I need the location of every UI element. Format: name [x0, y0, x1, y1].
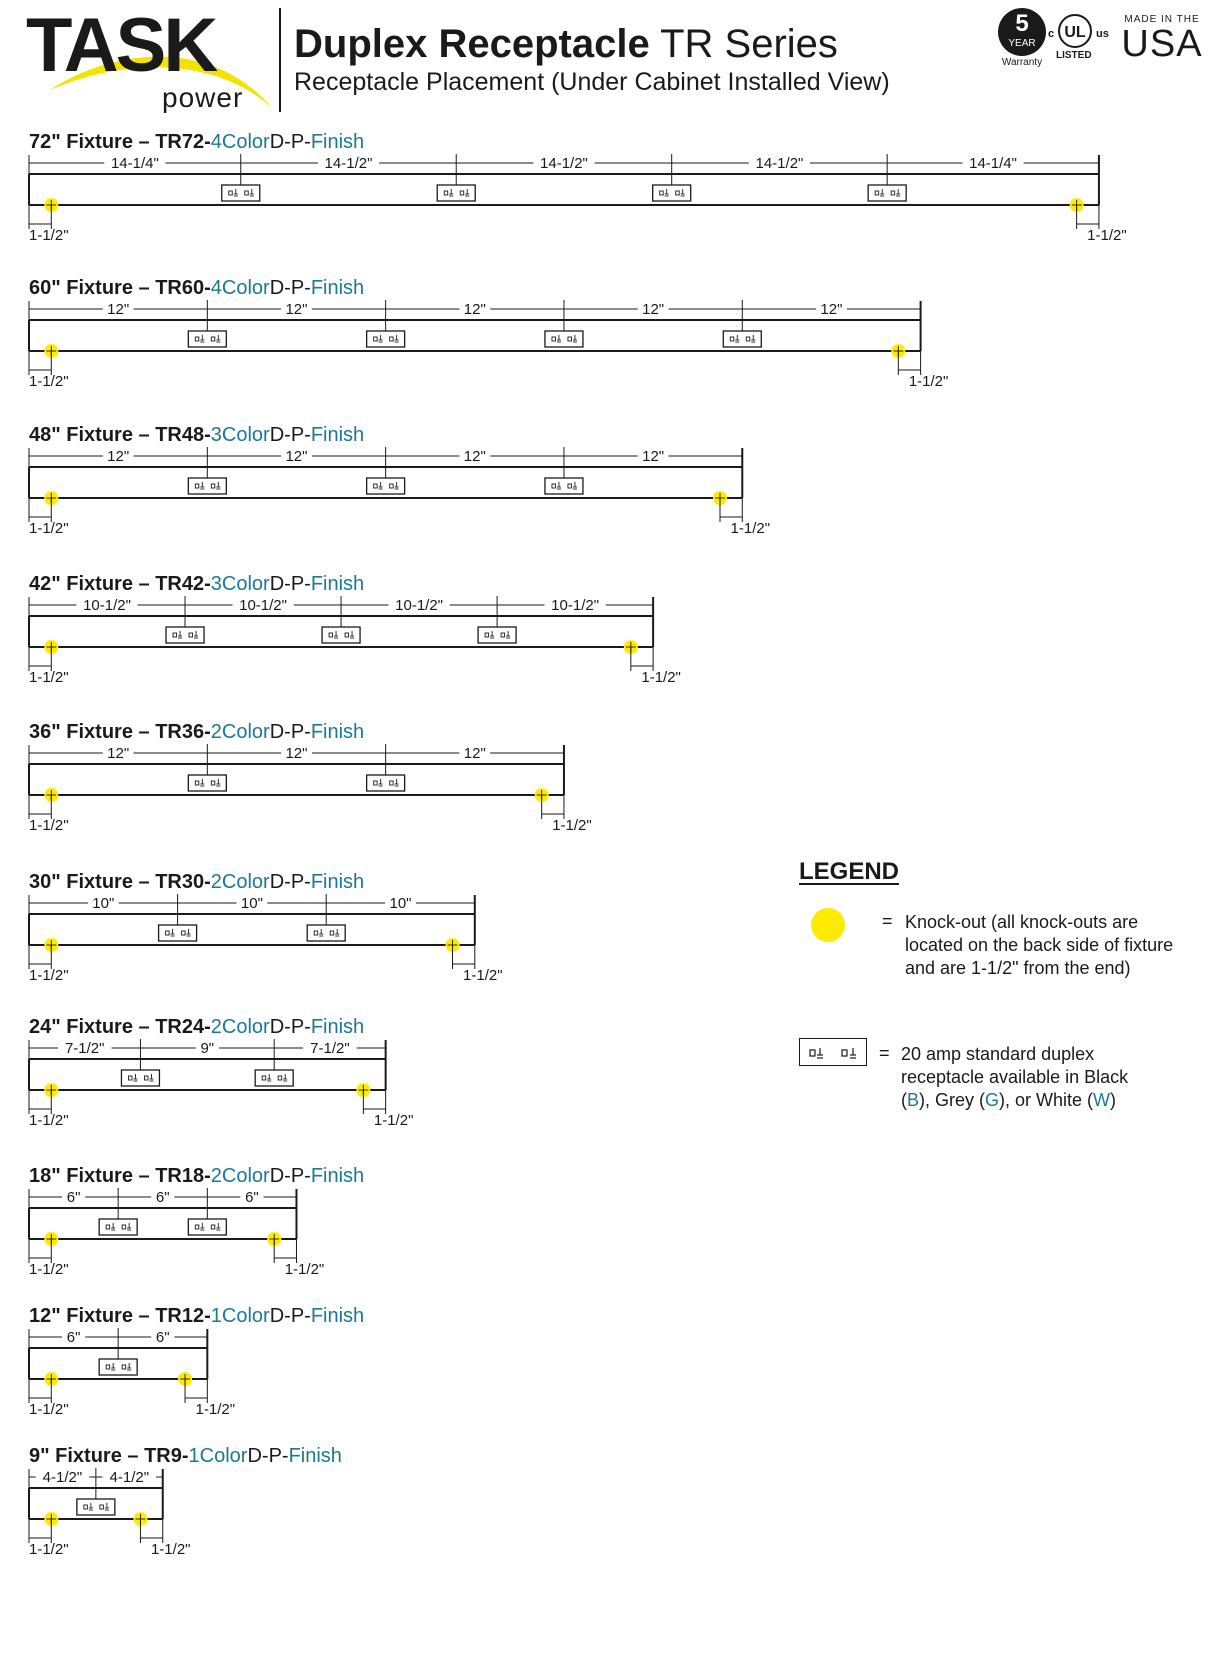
fixture-color: Color	[221, 277, 270, 299]
fixture-dash: –	[132, 721, 156, 743]
fixture-diagram	[29, 596, 681, 686]
fixture-model: TR72-	[155, 131, 211, 153]
ul-c: c	[1048, 28, 1055, 40]
fixture-count: 4	[210, 277, 222, 299]
fixture-count: 2	[210, 871, 222, 893]
fixture-count: 4	[210, 131, 222, 153]
fixture-size: 24" Fixture	[29, 1016, 133, 1038]
fixture-dash: –	[121, 1445, 145, 1467]
dimension-label: 6"	[66, 1189, 81, 1206]
fixture-model: TR48-	[155, 424, 211, 446]
fixture-count: 3	[210, 573, 222, 595]
end-dimension-right: 1-1/2"	[195, 1401, 236, 1418]
fixture-finish: Finish	[310, 131, 365, 153]
duplex-receptacle-icon	[188, 478, 226, 494]
duplex-receptacle-icon	[159, 925, 197, 941]
end-dimension-right: 1-1/2"	[908, 373, 949, 390]
fixture-count: 1	[188, 1445, 200, 1467]
duplex-receptacle-icon	[307, 925, 345, 941]
end-dimension-left: 1-1/2"	[29, 1541, 69, 1558]
duplex-receptacle-icon	[367, 478, 405, 494]
fixture-finish: Finish	[310, 277, 365, 299]
legend-text-d: )	[1110, 1090, 1117, 1110]
fixture-model: TR30-	[155, 871, 211, 893]
fixture-mid: D-P-	[269, 277, 311, 299]
end-dimension-right: 1-1/2"	[730, 520, 771, 537]
legend-equals: =	[879, 1043, 890, 1063]
dimension-label: 12"	[285, 301, 308, 318]
dimension-label: 10-1/2"	[551, 597, 600, 614]
fixture-model: TR42-	[155, 573, 211, 595]
duplex-receptacle-icon	[322, 627, 360, 643]
duplex-receptacle-icon	[166, 627, 204, 643]
end-dimension-left: 1-1/2"	[29, 967, 69, 984]
usa-label: USA	[1121, 23, 1203, 65]
fixture-size: 72" Fixture	[29, 131, 133, 153]
end-dimension-right: 1-1/2"	[284, 1261, 325, 1278]
fixture-model: TR9-	[144, 1445, 189, 1467]
end-dimension-right: 1-1/2"	[373, 1112, 414, 1129]
fixture-size: 9" Fixture	[29, 1445, 122, 1467]
dimension-label: 12"	[285, 448, 308, 465]
fixture-dash: –	[132, 573, 156, 595]
duplex-receptacle-icon	[222, 185, 260, 201]
duplex-receptacle-icon	[188, 775, 226, 791]
dimension-label: 6"	[155, 1189, 170, 1206]
end-dimension-left: 1-1/2"	[29, 1261, 69, 1278]
ul-mark: UL	[1058, 14, 1092, 48]
dimension-label: 12"	[107, 448, 130, 465]
duplex-receptacle-icon	[121, 1070, 159, 1086]
fixture-dash: –	[132, 131, 156, 153]
dimension-label: 12"	[285, 745, 308, 762]
dimension-label: 6"	[155, 1329, 170, 1346]
duplex-receptacle-icon	[188, 1219, 226, 1235]
end-dimension-right: 1-1/2"	[552, 817, 592, 834]
duplex-receptacle-icon	[723, 331, 761, 347]
warranty-year: YEAR	[1008, 38, 1036, 49]
dimension-label: 6"	[66, 1329, 81, 1346]
duplex-receptacle-icon	[367, 331, 405, 347]
duplex-receptacle-icon	[437, 185, 475, 201]
logo-power: power	[162, 82, 244, 113]
fixture-dash: –	[132, 1305, 156, 1327]
fixture-size: 42" Fixture	[29, 573, 133, 595]
fixture-mid: D-P-	[269, 1305, 311, 1327]
fixture-size: 18" Fixture	[29, 1165, 133, 1187]
fixture-finish: Finish	[310, 1016, 365, 1038]
dimension-label: 9"	[200, 1040, 215, 1057]
fixture-color: Color	[221, 131, 270, 153]
fixture-model: TR24-	[155, 1016, 211, 1038]
dimension-label: 14-1/2"	[540, 155, 588, 172]
dimension-label: 14-1/4"	[110, 155, 159, 172]
fixture-diagram	[29, 1468, 190, 1558]
fixture-dash: –	[132, 1165, 156, 1187]
fixture-diagram	[29, 894, 503, 984]
fixture-diagram	[29, 1188, 324, 1278]
duplex-receptacle-icon	[367, 775, 405, 791]
fixture-color: Color	[221, 1016, 270, 1038]
dimension-label: 12"	[107, 745, 130, 762]
fixture-mid: D-P-	[269, 131, 311, 153]
fixture-color: Color	[221, 424, 270, 446]
duplex-receptacle-icon	[653, 185, 691, 201]
fixture-dash: –	[132, 277, 156, 299]
dimension-label: 14-1/2"	[324, 155, 373, 172]
legend-color-w: W	[1093, 1090, 1111, 1110]
dimension-label: 12"	[463, 745, 486, 762]
dimension-label: 4-1/2"	[42, 1469, 83, 1486]
dimension-label: 10-1/2"	[83, 597, 131, 614]
fixture-size: 60" Fixture	[29, 277, 133, 299]
page-subtitle: Receptacle Placement (Under Cabinet Installed View)	[294, 68, 890, 96]
legend-heading: LEGEND	[799, 858, 900, 885]
fixture-count: 2	[210, 1016, 222, 1038]
duplex-receptacle-icon	[99, 1219, 137, 1235]
fixture-model: TR36-	[155, 721, 211, 743]
fixture-finish: Finish	[310, 1165, 365, 1187]
dimension-label: 10-1/2"	[239, 597, 287, 614]
fixture-diagram	[29, 1328, 235, 1418]
dimension-label: 12"	[463, 301, 486, 318]
receptacle-legend-text	[901, 1043, 1141, 1112]
dimension-label: 12"	[107, 301, 130, 318]
fixture-mid: D-P-	[269, 1016, 311, 1038]
fixture-model: TR60-	[155, 277, 211, 299]
receptacle-legend-icon	[799, 1038, 867, 1066]
fixture-count: 2	[210, 1165, 222, 1187]
fixture-finish: Finish	[310, 424, 365, 446]
dimension-label: 7-1/2"	[310, 1040, 350, 1057]
dimension-label: 12"	[642, 301, 665, 318]
fixture-count: 3	[210, 424, 222, 446]
fixture-mid: D-P-	[269, 1165, 311, 1187]
fixture-color: Color	[199, 1445, 248, 1467]
fixture-dash: –	[132, 871, 156, 893]
legend-equals: =	[882, 911, 893, 931]
duplex-receptacle-icon	[800, 1039, 868, 1067]
fixture-size: 36" Fixture	[29, 721, 133, 743]
fixture-finish: Finish	[310, 573, 365, 595]
duplex-receptacle-icon	[868, 185, 906, 201]
fixture-mid: D-P-	[247, 1445, 289, 1467]
duplex-receptacle-icon	[77, 1499, 115, 1515]
end-dimension-left: 1-1/2"	[29, 1401, 69, 1418]
end-dimension-left: 1-1/2"	[29, 1112, 69, 1129]
fixture-count: 2	[210, 721, 222, 743]
duplex-receptacle-icon	[545, 331, 583, 347]
knockout-legend-icon	[811, 908, 845, 942]
dimension-label: 6"	[245, 1189, 259, 1206]
fixture-mid: D-P-	[269, 424, 311, 446]
fixture-finish: Finish	[310, 1305, 365, 1327]
duplex-receptacle-icon	[478, 627, 516, 643]
legend-color-b: B	[907, 1090, 920, 1110]
end-dimension-right: 1-1/2"	[641, 669, 681, 686]
fixture-finish: Finish	[288, 1445, 342, 1467]
fixture-diagram	[29, 1039, 413, 1129]
fixture-color: Color	[221, 871, 270, 893]
duplex-receptacle-icon	[545, 478, 583, 494]
end-dimension-right: 1-1/2"	[463, 967, 503, 984]
dimension-label: 14-1/4"	[969, 155, 1017, 172]
end-dimension-right: 1-1/2"	[150, 1541, 191, 1558]
title-light: TR Series	[660, 22, 838, 66]
duplex-receptacle-icon	[188, 331, 226, 347]
warranty-number: 5	[1015, 10, 1029, 37]
fixture-size: 12" Fixture	[29, 1305, 133, 1327]
ul-us: us	[1096, 28, 1109, 40]
fixture-finish: Finish	[310, 721, 365, 743]
dimension-label: 7-1/2"	[64, 1040, 105, 1057]
fixture-color: Color	[221, 1165, 270, 1187]
fixture-model: TR12-	[155, 1305, 211, 1327]
legend-text-c: ), or White (	[999, 1090, 1094, 1110]
fixture-size: 48" Fixture	[29, 424, 133, 446]
fixture-color: Color	[221, 721, 270, 743]
duplex-receptacle-icon	[255, 1070, 293, 1086]
usa-top-label: MADE IN THE	[1124, 14, 1200, 25]
end-dimension-left: 1-1/2"	[29, 669, 69, 686]
fixture-diagram	[29, 744, 592, 834]
dimension-label: 12"	[820, 301, 843, 318]
fixture-model: TR18-	[155, 1165, 211, 1187]
end-dimension-left: 1-1/2"	[29, 817, 69, 834]
dimension-label: 10"	[389, 895, 412, 912]
end-dimension-left: 1-1/2"	[29, 373, 69, 390]
dimension-label: 10-1/2"	[395, 597, 444, 614]
fixture-size: 30" Fixture	[29, 871, 133, 893]
fixture-dash: –	[132, 424, 156, 446]
title-bold: Duplex Receptacle	[294, 22, 650, 66]
knockout-legend-text: Knock-out (all knock-outs are located on the back side of fixture and are 1-1/2" from the end)	[905, 912, 1174, 978]
dimension-label: 12"	[642, 448, 665, 465]
ul-listed-label: LISTED	[1056, 50, 1092, 61]
duplex-receptacle-icon	[99, 1359, 137, 1375]
end-dimension-left: 1-1/2"	[29, 520, 69, 537]
legend-text-b: ), Grey (	[919, 1090, 986, 1110]
fixture-count: 1	[210, 1305, 222, 1327]
dimension-label: 14-1/2"	[755, 155, 804, 172]
legend-color-g: G	[985, 1090, 1000, 1110]
fixture-mid: D-P-	[269, 721, 311, 743]
fixture-dash: –	[132, 1016, 156, 1038]
fixture-mid: D-P-	[269, 573, 311, 595]
logo-task: TASK	[26, 3, 216, 88]
fixture-finish: Finish	[310, 871, 365, 893]
fixture-diagram	[29, 154, 1127, 244]
legend	[799, 858, 1199, 1110]
legend-text-a: 20 amp standard duplex receptacle available in Black (	[901, 1044, 1129, 1110]
fixture-color: Color	[221, 573, 270, 595]
warranty-label: Warranty	[1001, 57, 1043, 68]
dimension-label: 10"	[92, 895, 115, 912]
fixture-color: Color	[221, 1305, 270, 1327]
dimension-label: 12"	[463, 448, 486, 465]
fixture-diagram	[29, 447, 770, 537]
dimension-label: 4-1/2"	[109, 1469, 150, 1486]
end-dimension-left: 1-1/2"	[29, 227, 69, 244]
fixture-diagram	[29, 300, 948, 390]
end-dimension-right: 1-1/2"	[1087, 227, 1127, 244]
dimension-label: 10"	[240, 895, 263, 912]
fixture-mid: D-P-	[269, 871, 311, 893]
